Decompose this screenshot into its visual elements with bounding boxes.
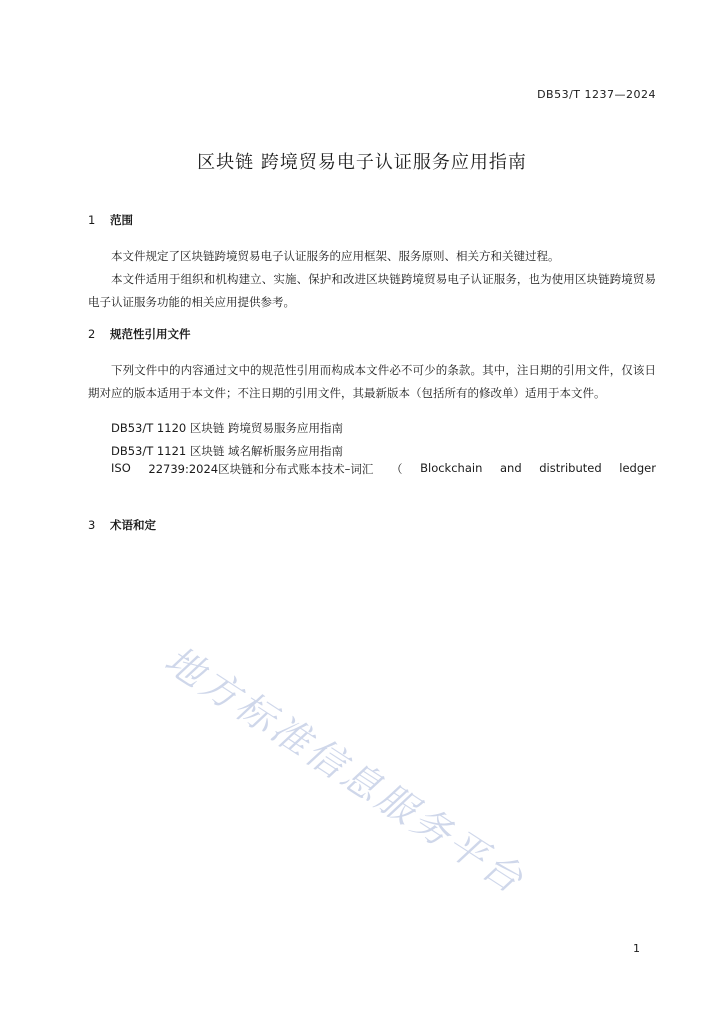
- standard-number: DB53/T 1237—2024: [537, 88, 656, 101]
- reference-item-iso: [111, 461, 656, 477]
- reference-part: （: [390, 462, 403, 476]
- reference-part: distributed: [539, 461, 602, 475]
- document-title: 区块链 跨境贸易电子认证服务应用指南: [197, 152, 527, 173]
- section-title: 范围: [110, 213, 134, 227]
- section-number: 3: [88, 518, 96, 532]
- reference-part: Blockchain: [420, 461, 483, 475]
- reference-item: DB53/T 1121 区块链 域名解析服务应用指南: [111, 444, 344, 458]
- section-1-heading: [88, 212, 133, 228]
- page-number: 1: [633, 942, 640, 955]
- reference-part: and: [499, 461, 522, 475]
- reference-item: DB53/T 1120 区块链 跨境贸易服务应用指南: [111, 421, 344, 435]
- section-title: 规范性引用文件: [110, 327, 191, 341]
- section-number: 2: [88, 327, 96, 341]
- watermark-text: 地方标准信息服务平台: [157, 637, 534, 904]
- reference-part: ISO: [111, 461, 131, 475]
- section-number: 1: [88, 213, 96, 227]
- reference-part: ledger: [619, 461, 656, 475]
- scope-paragraph-2: 本文件适用于组织和机构建立、实施、保护和改进区块链跨境贸易电子认证服务，也为使用区块链跨境贸易电子认证服务功能的相关应用提供参考。: [88, 272, 656, 309]
- references-intro-paragraph: 下列文件中的内容通过文中的规范性引用而构成本文件必不可少的条款。其中，注日期的引用文件，仅该日期对应的版本适用于本文件；不注日期的引用文件，其最新版本（包括所有的修改单）适用于本文件。: [88, 363, 656, 400]
- scope-paragraph-1: 本文件规定了区块链跨境贸易电子认证服务的应用框架、服务原则、相关方和关键过程。: [111, 249, 560, 263]
- reference-part: 22739:2024区块链和分布式账本技术–词汇: [148, 462, 374, 476]
- section-2-heading: [88, 326, 191, 342]
- section-3-heading: [88, 517, 156, 533]
- section-title: 术语和定: [110, 518, 157, 532]
